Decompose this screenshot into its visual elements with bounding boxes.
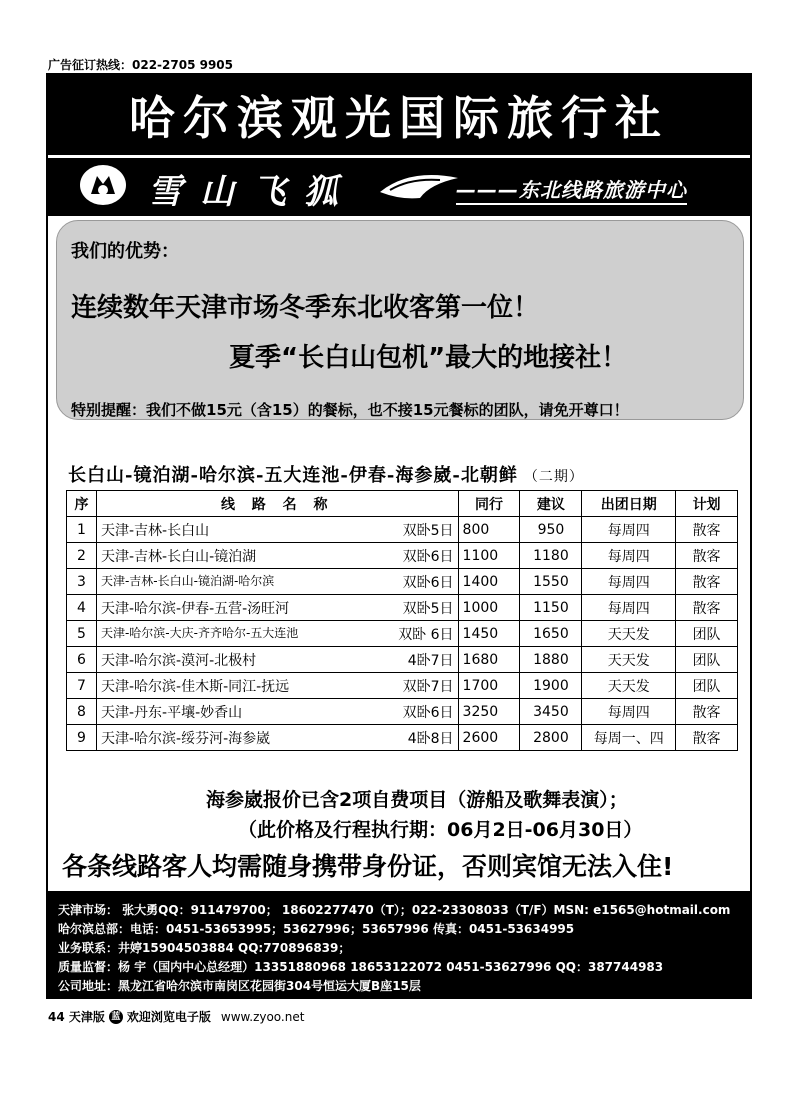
row-route xyxy=(96,699,458,725)
table-header-row xyxy=(67,491,738,517)
table-row xyxy=(67,621,738,647)
brand-subtitle: ———东北线路旅游中心 xyxy=(456,174,687,205)
route-name: 天津-哈尔滨-佳木斯-同江-抚远 xyxy=(100,678,290,695)
col-plan: 计划 xyxy=(676,491,738,517)
row-no: 6 xyxy=(67,647,97,673)
contact-quality: 质量监督：杨 宇（国内中心总经理）13351880968 18653122072 0451-53627996 QQ：387744983 xyxy=(58,960,664,974)
badge-icon: 蓝 xyxy=(109,1010,123,1024)
row-route xyxy=(96,595,458,621)
routes-heading xyxy=(68,461,584,487)
col-route: 线 路 名 称 xyxy=(96,491,458,517)
row-peer-price: 1000 xyxy=(458,595,520,621)
footer-text: 欢迎浏览电子版 xyxy=(126,1010,211,1024)
row-plan: 散客 xyxy=(676,569,738,595)
row-route xyxy=(96,647,458,673)
row-no: 8 xyxy=(67,699,97,725)
table-row xyxy=(67,595,738,621)
page-number: 44 天津版 xyxy=(48,1010,105,1024)
route-name: 天津-哈尔滨-大庆-齐齐哈尔-五大连池 xyxy=(100,625,299,640)
row-peer-price: 2600 xyxy=(458,725,520,751)
row-plan: 散客 xyxy=(676,517,738,543)
routes-heading-text: 长白山-镜泊湖-哈尔滨-五大连池-伊春-海参崴-北朝鲜 xyxy=(68,465,518,486)
row-peer-price: 1680 xyxy=(458,647,520,673)
row-suggested-price: 1900 xyxy=(520,673,582,699)
route-days: 双卧5日 xyxy=(402,600,454,617)
route-days: 双卧6日 xyxy=(402,704,454,721)
row-no: 9 xyxy=(67,725,97,751)
contact-tianjin: 天津市场： 张大勇QQ：911479700； 18602277470（T）；022-23308033（T/F）MSN: e1565@hotmail.com xyxy=(58,903,731,917)
row-route xyxy=(96,569,458,595)
route-name: 天津-吉林-长白山-镜泊湖 xyxy=(100,548,257,565)
row-no: 3 xyxy=(67,569,97,595)
row-departure: 天天发 xyxy=(582,621,676,647)
col-peer-price: 同行 xyxy=(458,491,520,517)
row-departure: 每周一、四 xyxy=(582,725,676,751)
row-no: 4 xyxy=(67,595,97,621)
id-warning: 各条线路客人均需随身携带身份证，否则宾馆无法入住! xyxy=(62,852,674,881)
row-departure: 每周四 xyxy=(582,569,676,595)
advantage-line-2: 夏季“长白山包机”最大的地接社！ xyxy=(229,343,628,373)
row-peer-price: 800 xyxy=(458,517,520,543)
routes-heading-suffix: （二期） xyxy=(523,469,584,485)
row-plan: 散客 xyxy=(676,595,738,621)
special-reminder: 特别提醒：我们不做15元（含15）的餐标，也不接15元餐标的团队，请免开尊口！ xyxy=(71,401,629,419)
route-days: 4卧8日 xyxy=(407,730,454,747)
brand-bar xyxy=(48,158,750,216)
row-route xyxy=(96,543,458,569)
route-days: 4卧7日 xyxy=(407,652,454,669)
row-plan: 散客 xyxy=(676,725,738,751)
row-peer-price: 1100 xyxy=(458,543,520,569)
agency-title: 哈尔滨观光国际旅行社 xyxy=(48,75,750,158)
row-suggested-price: 1880 xyxy=(520,647,582,673)
contact-block xyxy=(48,891,752,999)
ad-frame xyxy=(46,73,752,999)
table-row xyxy=(67,569,738,595)
brand-name: 雪山飞狐 xyxy=(148,172,356,212)
row-no: 2 xyxy=(67,543,97,569)
row-departure: 天天发 xyxy=(582,673,676,699)
col-no: 序 xyxy=(67,491,97,517)
row-peer-price: 1700 xyxy=(458,673,520,699)
route-days: 双卧5日 xyxy=(402,522,454,539)
row-plan: 团队 xyxy=(676,673,738,699)
route-days: 双卧 6日 xyxy=(398,626,454,643)
table-row xyxy=(67,647,738,673)
route-name: 天津-丹东-平壤-妙香山 xyxy=(100,704,243,721)
contact-business: 业务联系：井婷15904503884 QQ:770896839； xyxy=(58,941,351,955)
row-departure: 天天发 xyxy=(582,647,676,673)
page-footer xyxy=(48,1008,304,1025)
advantage-title: 我们的优势： xyxy=(71,241,179,262)
row-plan: 团队 xyxy=(676,621,738,647)
row-route xyxy=(96,621,458,647)
route-days: 双卧6日 xyxy=(402,548,454,565)
row-departure: 每周四 xyxy=(582,595,676,621)
route-name: 天津-吉林-长白山-镜泊湖-哈尔滨 xyxy=(100,573,275,588)
row-plan: 散客 xyxy=(676,699,738,725)
row-route xyxy=(96,673,458,699)
route-name: 天津-哈尔滨-绥芬河-海参崴 xyxy=(100,730,271,747)
row-no: 5 xyxy=(67,621,97,647)
col-departure: 出团日期 xyxy=(582,491,676,517)
row-no: 7 xyxy=(67,673,97,699)
route-name: 天津-哈尔滨-伊春-五营-汤旺河 xyxy=(100,600,290,617)
row-departure: 每周四 xyxy=(582,699,676,725)
row-peer-price: 3250 xyxy=(458,699,520,725)
routes-table xyxy=(66,490,738,751)
row-suggested-price: 950 xyxy=(520,517,582,543)
row-no: 1 xyxy=(67,517,97,543)
footer-url[interactable]: www.zyoo.net xyxy=(220,1009,305,1024)
row-plan: 团队 xyxy=(676,647,738,673)
row-route xyxy=(96,517,458,543)
contact-address: 公司地址：黑龙江省哈尔滨市南岗区花园街304号恒运大厦B座15层 xyxy=(58,979,421,993)
table-row xyxy=(67,673,738,699)
route-name: 天津-哈尔滨-漠河-北极村 xyxy=(100,652,257,669)
table-row xyxy=(67,517,738,543)
route-days: 双卧6日 xyxy=(402,574,454,591)
fox-tail-icon xyxy=(380,172,460,202)
table-row xyxy=(67,725,738,751)
row-peer-price: 1450 xyxy=(458,621,520,647)
col-suggested-price: 建议 xyxy=(520,491,582,517)
validity-note: （此价格及行程执行期：06月2日-06月30日） xyxy=(238,819,643,841)
table-row xyxy=(67,699,738,725)
ad-hotline: 广告征订热线：022-2705 9905 xyxy=(48,58,234,72)
row-suggested-price: 1180 xyxy=(520,543,582,569)
row-suggested-price: 1150 xyxy=(520,595,582,621)
row-suggested-price: 1550 xyxy=(520,569,582,595)
row-suggested-price: 1650 xyxy=(520,621,582,647)
route-name: 天津-吉林-长白山 xyxy=(100,522,210,539)
row-peer-price: 1400 xyxy=(458,569,520,595)
row-suggested-price: 3450 xyxy=(520,699,582,725)
advantage-box xyxy=(56,220,744,420)
row-departure: 每周四 xyxy=(582,517,676,543)
row-plan: 散客 xyxy=(676,543,738,569)
advantage-line-1: 连续数年天津市场冬季东北收客第一位！ xyxy=(71,293,540,323)
table-row xyxy=(67,543,738,569)
fox-logo-icon xyxy=(80,165,126,205)
contact-harbin: 哈尔滨总部：电话：0451-53653995；53627996；53657996 传真：0451-53634995 xyxy=(58,922,575,936)
price-note: 海参崴报价已含2项自费项目（游船及歌舞表演）； xyxy=(206,789,628,811)
route-days: 双卧7日 xyxy=(402,678,454,695)
row-route xyxy=(96,725,458,751)
row-departure: 每周四 xyxy=(582,543,676,569)
row-suggested-price: 2800 xyxy=(520,725,582,751)
